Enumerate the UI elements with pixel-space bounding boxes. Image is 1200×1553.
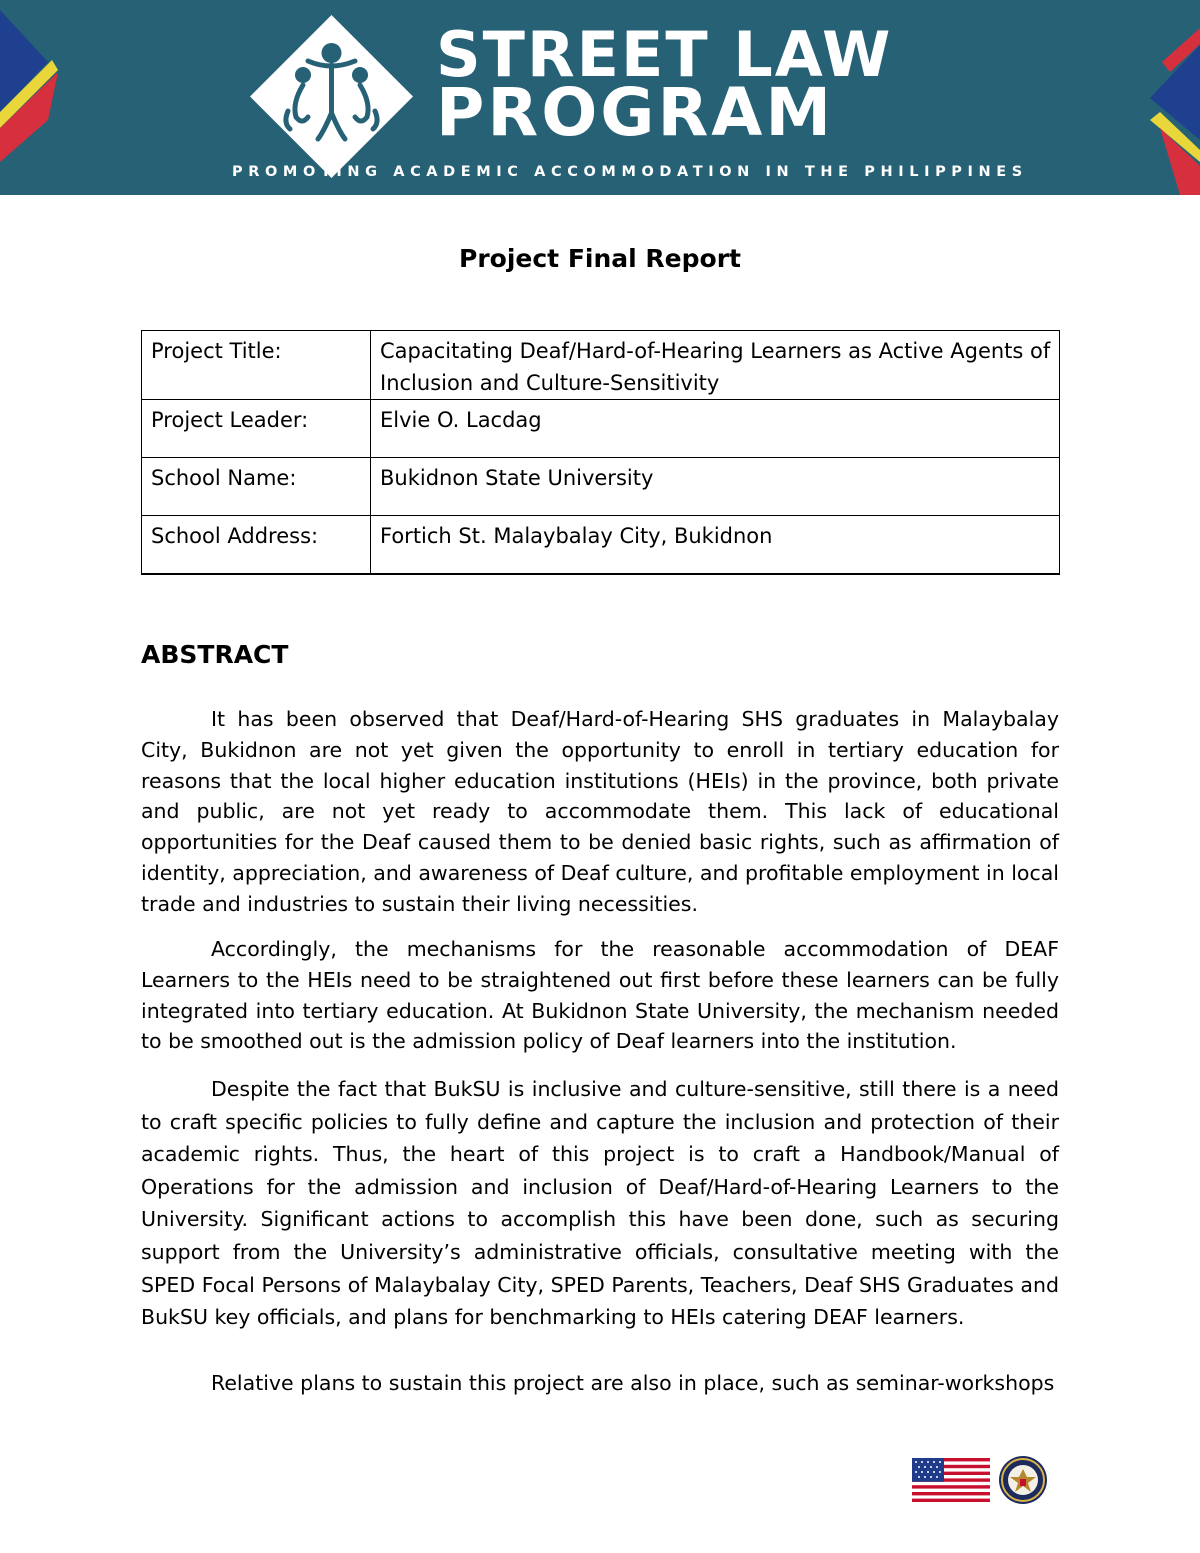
department-of-state-seal-icon (998, 1455, 1048, 1505)
row-label: Project Title: (142, 331, 371, 400)
header-banner (0, 0, 1200, 195)
table-row (142, 400, 1060, 458)
abstract-paragraph-4 (141, 1368, 1059, 1399)
paragraph-text: Accordingly, the mechanisms for the reasonable accommodation of DEAF Learners to the HEIs need to be straightened out first before these learners can be fully integrated into tertiary education. At Bukidnon State University, the mechanism needed to be smoothed out is the admission policy of Deaf learners into the institution. (141, 937, 1059, 1054)
report-title: Project Final Report (459, 244, 741, 273)
abstract-heading: ABSTRACT (141, 640, 289, 669)
row-label: School Name: (142, 458, 371, 516)
program-title-line2: PROGRAM (436, 74, 835, 151)
row-value: Elvie O. Lacdag (371, 400, 1060, 458)
project-info-table (141, 330, 1060, 575)
abstract-paragraph-3 (141, 1073, 1059, 1334)
row-value: Fortich St. Malaybalay City, Bukidnon (371, 516, 1060, 575)
row-value: Bukidnon State University (371, 458, 1060, 516)
paragraph-text: Relative plans to sustain this project are also in place, such as seminar-workshops (211, 1371, 1055, 1395)
table-row (142, 516, 1060, 575)
row-label: School Address: (142, 516, 371, 575)
us-flag-icon (912, 1458, 990, 1502)
row-label: Project Leader: (142, 400, 371, 458)
program-title-line1: STREET LAW (436, 18, 893, 91)
street-law-logo-icon (248, 13, 415, 180)
table-row (142, 331, 1060, 400)
program-tagline: PROMOTING ACADEMIC ACCOMMODATION IN THE PHILIPPINES (232, 164, 1028, 180)
paragraph-text: It has been observed that Deaf/Hard-of-Hearing SHS graduates in Malaybalay City, Bukidnon are not yet given the opportunity to enroll in tertiary education for reasons that the local higher education institutions (HEIs) in the province, both private and public, are not yet ready to accommodate them. This lack of educational opportunities for the Deaf caused them to be denied basic rights, such as affirmation of identity, appreciation, and awareness of Deaf culture, and profitable employment in local trade and industries to sustain their living necessities. (141, 707, 1059, 916)
row-value: Capacitating Deaf/Hard-of-Hearing Learners as Active Agents of Inclusion and Culture-Sensitivity (371, 331, 1060, 400)
paragraph-text: Despite the fact that BukSU is inclusive and culture-sensitive, still there is a need to craft specific policies to fully define and capture the inclusion and protection of their academic rights. Thus, the heart of this project is to craft a Handbook/Manual of Operations for the admission and inclusion of Deaf/Hard-of-Hearing Learners to the University. Significant actions to accomplish this have been done, such as securing support from the University’s administrative officials, consultative meeting with the SPED Focal Persons of Malaybalay City, SPED Parents, Teachers, Deaf SHS Graduates and BukSU key officials, and plans for benchmarking to HEIs catering DEAF learners. (141, 1077, 1059, 1330)
abstract-paragraph-2 (141, 934, 1059, 1057)
abstract-paragraph-1 (141, 704, 1059, 920)
table-row (142, 458, 1060, 516)
